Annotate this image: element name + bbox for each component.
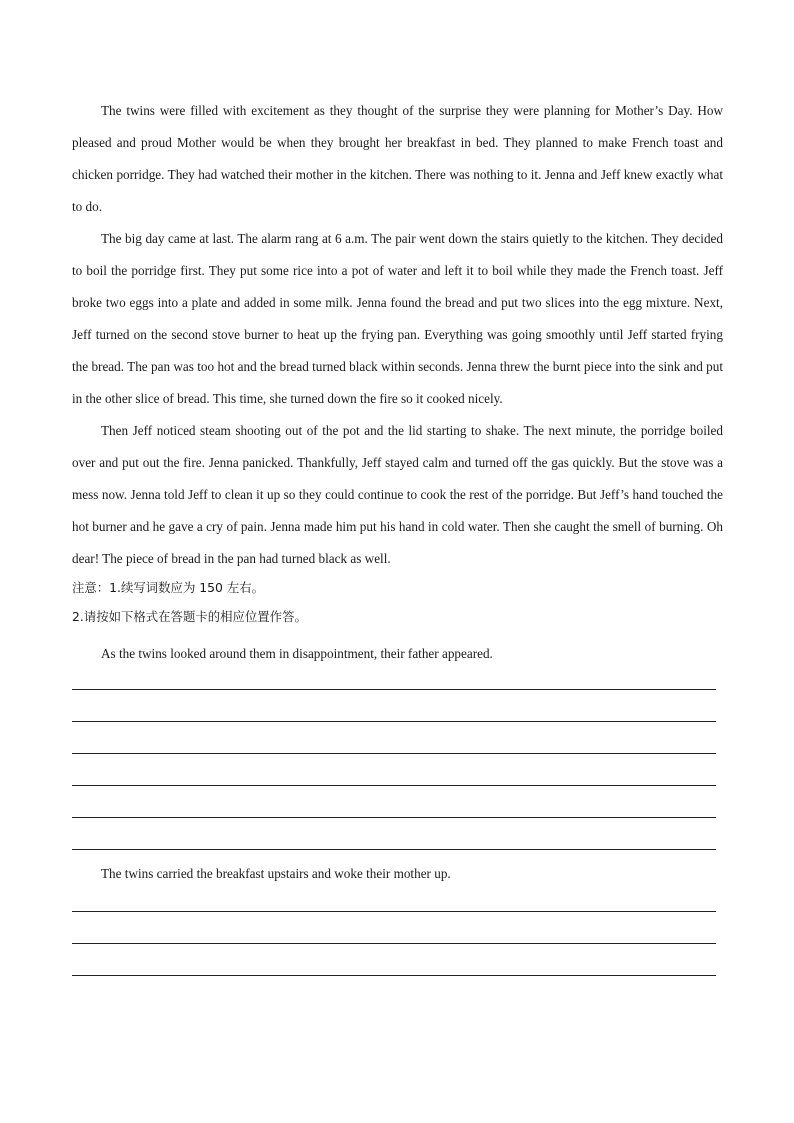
answer-line[interactable] <box>72 786 716 818</box>
note-answer-format: 2.请按如下格式在答题卡的相应位置作答。 <box>72 609 307 624</box>
answer-line[interactable] <box>72 912 716 944</box>
answer-line[interactable] <box>72 664 716 690</box>
answer-line[interactable] <box>72 690 716 722</box>
answer-line[interactable] <box>72 722 716 754</box>
answer-lines-block-1[interactable] <box>72 664 716 850</box>
continuation-prompt-1: As the twins looked around them in disappointment, their father appeared. <box>101 646 493 661</box>
exam-page <box>72 95 723 976</box>
continuation-prompt-2: The twins carried the breakfast upstairs and woke their mother up. <box>101 866 451 881</box>
passage-paragraph-2: The big day came at last. The alarm rang at 6 a.m. The pair went down the stairs quietly to the kitchen. They decided to boil the porridge first. They put some rice into a pot of water and left it to boil while they made the French toast. Jeff broke two eggs into a plate and added in some milk. Jenna found the bread and put two slices into the egg mixture. Next, Jeff turned on the second stove burner to heat up the frying pan. Everything was going smoothly until Jeff started frying the bread. The pan was too hot and the bread turned black within seconds. Jenna threw the burnt piece into the sink and put in the other slice of bread. This time, she turned down the fire so it cooked nicely. <box>72 231 723 406</box>
answer-lines-block-2[interactable] <box>72 884 716 976</box>
answer-line[interactable] <box>72 944 716 976</box>
passage-paragraph-3: Then Jeff noticed steam shooting out of the pot and the lid starting to shake. The next minute, the porridge boiled over and put out the fire. Jenna panicked. Thankfully, Jeff stayed calm and turned off the gas quickly. But the stove was a mess now. Jenna told Jeff to clean it up so they could continue to cook the rest of the porridge. But Jeff’s hand touched the hot burner and he gave a cry of pain. Jenna made him put his hand in cold water. Then she caught the smell of burning. Oh dear! The piece of bread in the pan had turned black as well. <box>72 423 723 566</box>
note-word-count: 注意：1.续写词数应为 150 左右。 <box>72 580 265 595</box>
answer-line[interactable] <box>72 884 716 912</box>
passage-paragraph-1: The twins were filled with excitement as they thought of the surprise they were planning for Mother’s Day. How pleased and proud Mother would be when they brought her breakfast in bed. They planned to make French toast and chicken porridge. They had watched their mother in the kitchen. There was nothing to it. Jenna and Jeff knew exactly what to do. <box>72 103 723 214</box>
answer-line[interactable] <box>72 754 716 786</box>
answer-line[interactable] <box>72 818 716 850</box>
